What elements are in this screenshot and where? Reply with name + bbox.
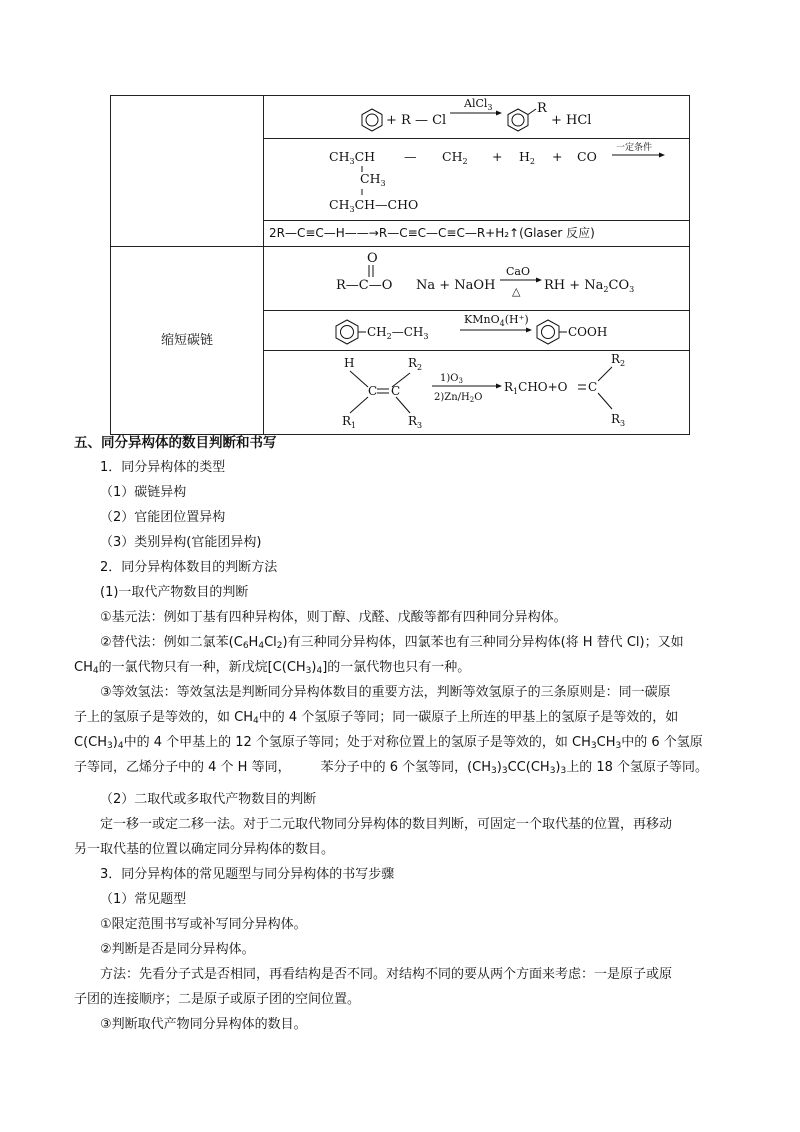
paragraph-dingyi-cont: 另一取代基的位置以确定同分异构体的数目。	[74, 842, 335, 857]
benzene-ring-icon	[336, 320, 366, 344]
list-item: （1）常见题型	[100, 892, 187, 907]
friedel-crafts-reaction	[264, 96, 689, 138]
svg-text:CH2—CH3: $CH_2—CH_3$	[367, 325, 429, 341]
paragraph-question-types: 3．同分异构体的常见题型与同分异构体的书写步骤	[100, 867, 395, 882]
svg-text:C: C	[391, 384, 401, 398]
svg-text:R2: $R_2$	[408, 356, 423, 372]
list-item: (1)一取代产物数目的判断	[100, 585, 249, 600]
svg-text:RH + Na2CO3: RH + $Na_2CO_3$	[544, 278, 635, 294]
ozonolysis-reaction	[264, 351, 689, 434]
catalyst-cao: CaO	[506, 265, 530, 278]
svg-text:C: C	[368, 384, 378, 398]
paragraph-dingyi: 定一移一或定二移一法。对于二元取代物同分异构体的数目判断，可固定一个取代基的位置，再移动	[100, 817, 673, 832]
list-item: （3）类别异构(官能团异构)	[100, 535, 262, 550]
table-row-divider	[263, 220, 689, 221]
oxidant-label: KMnO$_4$(H⁺)	[464, 313, 529, 328]
paragraph-types: 1．同分异构体的类型	[100, 460, 226, 475]
list-item: （2）官能团位置异构	[100, 510, 226, 525]
svg-text:CO: CO	[577, 149, 597, 164]
svg-text:+ R — Cl	[386, 113, 446, 128]
svg-text:CH2: $CH_2$	[442, 149, 468, 166]
svg-text:+: +	[552, 149, 563, 164]
svg-text:COOH: COOH	[568, 325, 608, 339]
svg-text:R	[537, 101, 548, 116]
catalyst-label: AlCl	[464, 97, 488, 110]
list-item: ③判断取代产物同分异构体的数目。	[100, 1017, 307, 1032]
svg-text:R1CHO+O: $R_1CHO+O$	[504, 380, 568, 396]
product-hcl: + HCl	[551, 113, 592, 128]
svg-text:R1: $R_1$	[342, 414, 357, 430]
paragraph-dengxiao-cont: $C(CH_3)_4$中的 4 个甲基上的 12 个氢原子等同；处于对称位置上的氢原子是等效的，如 $CH_3CH_3$中的 6 个氢原	[74, 735, 703, 751]
svg-text:1)O3: $1)O_3$	[440, 373, 463, 385]
svg-text:CH3: $CH_3$	[360, 171, 386, 188]
paragraph-dengxiao-cont: 子上的氢原子是等效的，如 $CH_4$中的 4 个氢原子等同；同一碳原子上所连的甲基上的氢原子是等效的，如	[74, 710, 679, 726]
reactant-r-cl: + R — Cl	[386, 113, 447, 128]
svg-text:2)Zn/H2O: $2)Zn/H_2O$	[434, 392, 483, 404]
reaction-table	[110, 95, 690, 435]
svg-text:O: O	[367, 251, 378, 266]
list-item: （2）二取代或多取代产物数目的判断	[100, 792, 317, 807]
glaser-reaction: 2R—C≡C—H——→R—C≡C—C≡C—R+H₂↑(Glaser 反应)	[269, 226, 595, 240]
paragraph-dengxiao: ③等效氢法：等效氢法是判断同分异构体数目的重要方法，判断等效氢原子的三条原则是：同一碳原	[100, 685, 671, 700]
list-item: （1）碳链异构	[100, 485, 187, 500]
product-r-label: R	[537, 101, 547, 116]
svg-text:+ HCl	[551, 113, 591, 128]
heat-symbol: △	[512, 285, 521, 298]
paragraph-jiyuan: ①基元法：例如丁基有四种异构体，则丁醇、戊醛、戊酸等都有四种同分异构体。	[100, 610, 567, 625]
svg-text:C: C	[588, 380, 598, 394]
svg-text:CH3CH—CHO: $CH_3CH—CHO$	[329, 197, 419, 214]
category-label: 缩短碳链	[160, 333, 213, 348]
paragraph-fangfa: 方法：先看分子式是否相同，再看结构是否不同。对结构不同的要从两个方面来考虑：一是原子或原	[100, 967, 673, 982]
condition-label: 一定条件	[616, 143, 653, 153]
paragraph-methods: 2．同分异构体数目的判断方法	[100, 560, 278, 575]
catalyst-subscript: 3	[487, 103, 493, 112]
svg-text:CH3CH: $CH_3CH$	[329, 149, 376, 166]
section-heading: 五、同分异构体的数目判断和书写	[74, 435, 277, 451]
svg-text:R3: $R_3$	[408, 414, 423, 430]
list-item: ②判断是否是同分异构体。	[100, 942, 255, 957]
svg-text:H: H	[344, 356, 355, 370]
hydroformylation-reaction	[264, 139, 689, 220]
svg-text:R3: $R_3$	[611, 412, 626, 428]
list-item: ①限定范围书写或补写同分异构体。	[100, 917, 307, 932]
svg-text:R—C—O: R—C—O	[336, 278, 393, 293]
svg-text:AlCl3	[463, 97, 493, 112]
svg-text:R2: $R_2$	[611, 352, 626, 368]
benzene-ring-icon	[537, 320, 567, 344]
svg-text:H2: $H_2$	[519, 149, 535, 166]
decarboxylation-reaction	[264, 247, 689, 310]
paragraph-tidai: ②替代法：例如二氯苯$(C_6H_4Cl_2)$有三种同分异构体，四氯苯也有三种同分异构体(将 H 替代 Cl)；又如	[100, 635, 684, 651]
svg-text:+: +	[492, 149, 503, 164]
svg-text:Na + NaOH: Na + NaOH	[416, 278, 496, 293]
paragraph-dengxiao-cont: 子等同，乙烯分子中的 4 个 H 等同， 苯分子中的 6 个氢等同，$(CH_3)_3CC(CH_3)_3$上的 18 个氢原子等同。	[74, 760, 709, 776]
benzene-ring-icon	[508, 109, 536, 131]
paragraph-tidai-cont: $CH_4$的一氯代物只有一种，新戊烷$[C(CH_3)_4]$的一氯代物也只有一种。	[74, 660, 471, 676]
svg-text:—: —	[404, 149, 417, 164]
paragraph-fangfa-cont: 子团的连接顺序；二是原子或原子团的空间位置。	[74, 992, 361, 1007]
benzene-ring-icon	[362, 109, 382, 131]
side-chain-oxidation-reaction	[264, 311, 689, 350]
